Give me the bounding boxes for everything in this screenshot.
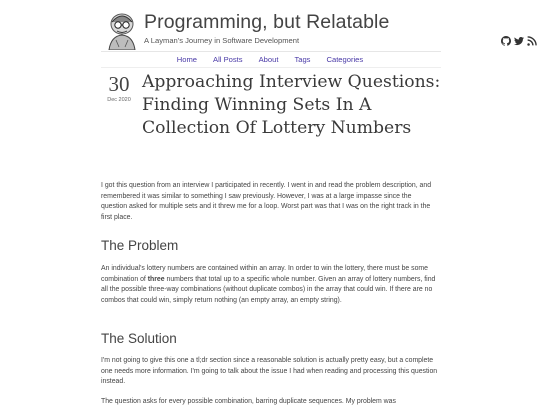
site-header <box>101 8 441 52</box>
nav-categories[interactable]: Categories <box>326 55 364 64</box>
post-title: Approaching Interview Questions: Finding Winning Sets In A Collection Of Lottery Numbers <box>142 72 441 138</box>
solution-paragraph-2: The question asks for every possible combination, barring duplicate sequences. My problem was <box>101 398 396 405</box>
post-date-day: 30 <box>108 72 130 96</box>
nav-all-posts[interactable]: All Posts <box>213 55 243 64</box>
main-nav <box>0 55 540 64</box>
nav-home[interactable]: Home <box>176 55 198 64</box>
site-title[interactable]: Programming, but Relatable <box>144 11 390 33</box>
avatar[interactable] <box>105 10 139 50</box>
twitter-icon[interactable] <box>514 33 524 43</box>
post-intro: I got this question from an interview I participated in recently. I went in and read the problem description, and remembered it was similar to something I saw previously. However, I was at a large impasse since the question asked for multiple sets and it threw me for a loop. Worst part was that I was on the right track in the first place. <box>101 182 432 222</box>
rss-icon[interactable] <box>527 33 537 43</box>
nav-tags[interactable]: Tags <box>294 55 311 64</box>
github-icon[interactable] <box>501 33 511 43</box>
problem-paragraph <box>101 264 439 307</box>
post-date-month: Dec 2020 <box>107 97 131 103</box>
nav-divider <box>101 67 441 68</box>
heading-the-solution: The Solution <box>101 331 177 346</box>
header-divider <box>101 51 441 52</box>
problem-text-end: numbers that total up to a specific whole number. Given an array of lottery numbers, find all the possible three-way combinations (without duplicate combos) in the array that could win. If there are no combos that could win, simply return nothing (an empty array, an empty string). <box>101 275 436 305</box>
heading-the-problem: The Problem <box>101 238 179 253</box>
social-links <box>501 33 537 43</box>
solution-paragraph-1: I'm not going to give this one a tl;dr section since a reasonable solution is actually pretty easy, but a complete one needs more information. I'm going to talk about the issue I had when reading and processing this question instead. <box>101 357 438 386</box>
problem-text-bold: three <box>147 275 165 283</box>
problem-text-start: An individual's lottery numbers are contained within an array. In order to win the lottery, there must be some combination of <box>101 265 428 283</box>
site-subtitle: A Layman's Journey in Software Development <box>144 36 300 45</box>
nav-about[interactable]: About <box>258 55 279 64</box>
